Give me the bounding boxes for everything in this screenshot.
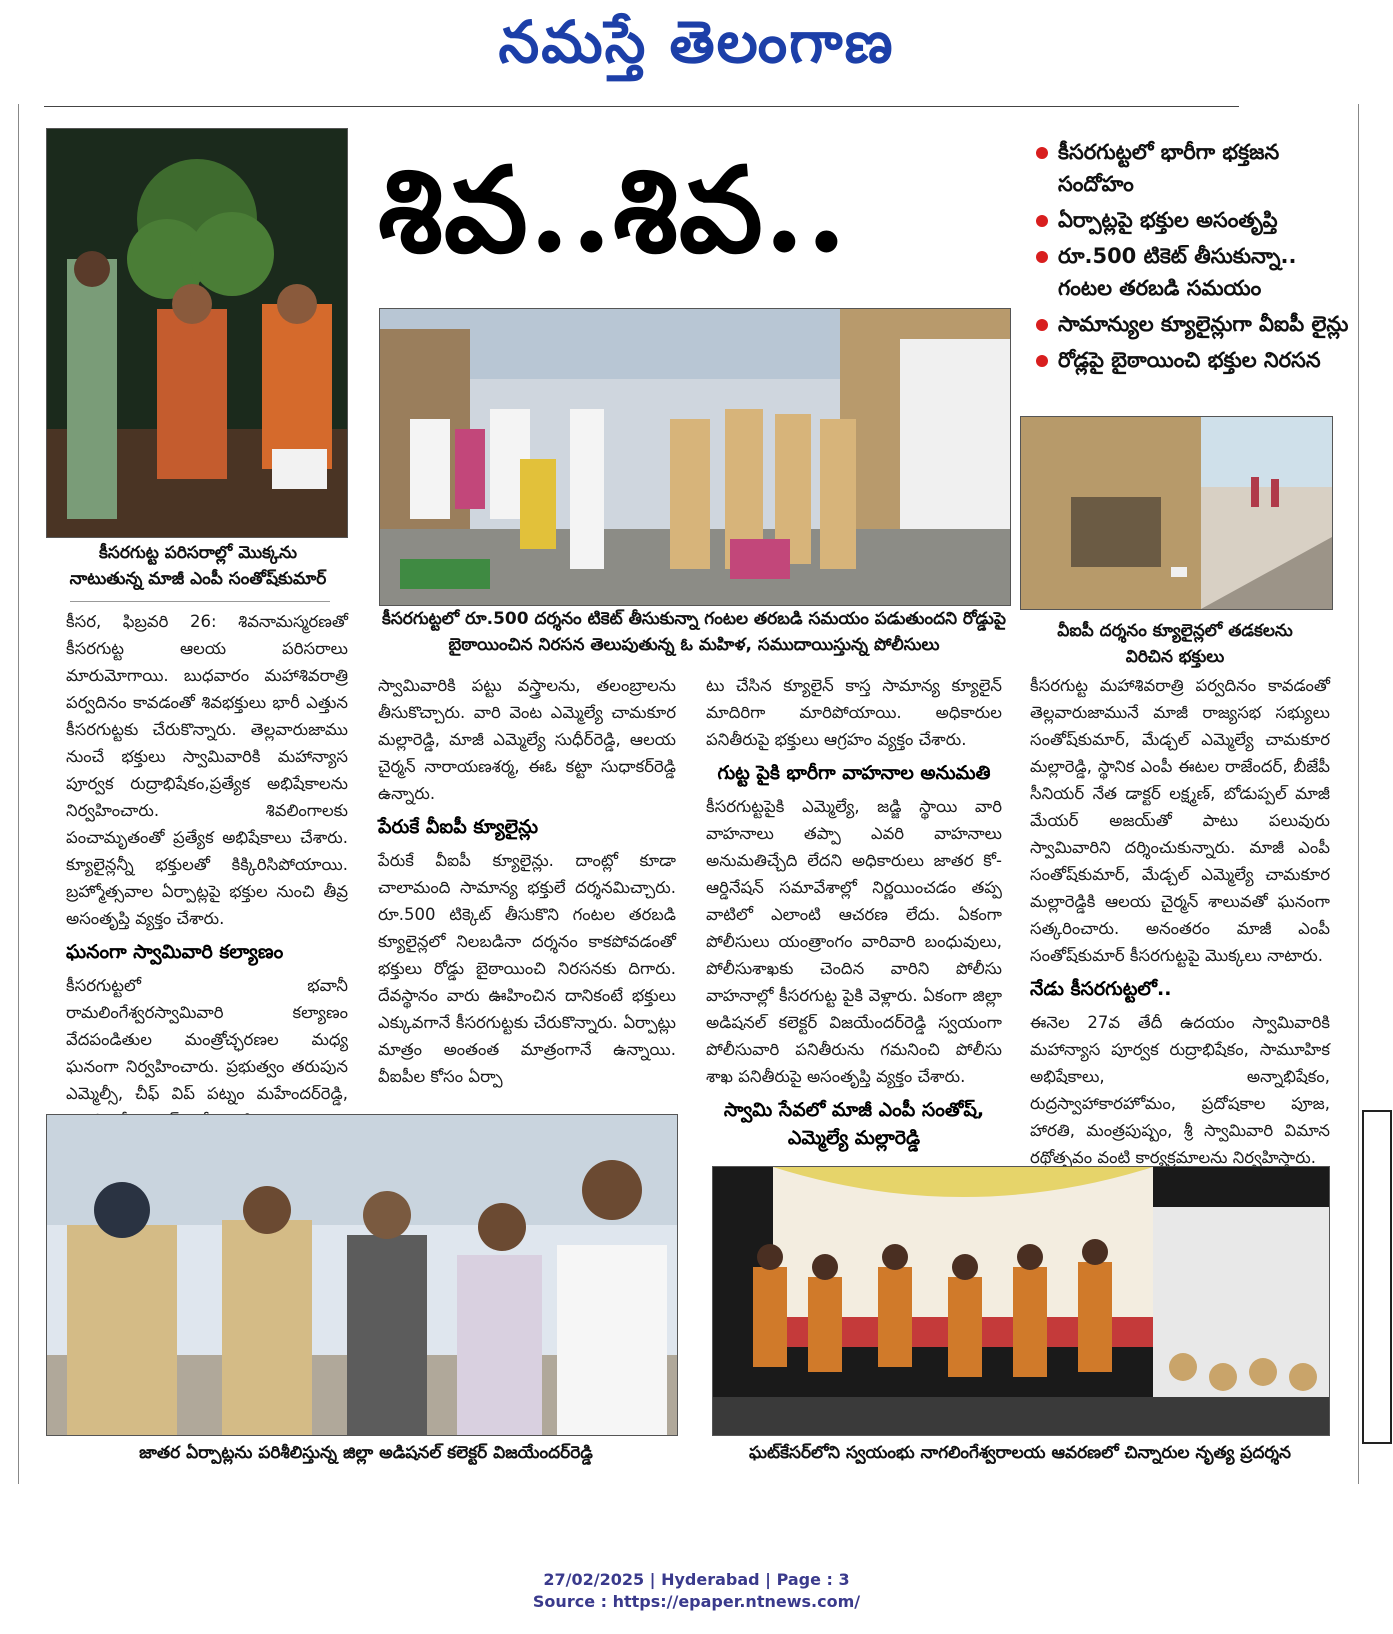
col2-para1: స్వామివారికి పట్టు వస్త్రాలను, తలంబ్రాలను తీసుకొచ్చారు. వారి వెంట ఎమ్మెల్యే చామకూర మల్లారెడ్డి, మాజీ ఎమ్మెల్యే సుధీర్‌రెడ్డి, ఆలయ చైర్మన్ నారాయణశర్మ, ఈఓ కట్టా సుధాకర్‌రెడ్డి ఉన్నారు. [378, 676, 676, 803]
col4-subhead1: నేడు కీసరగుట్టలో.. [1030, 978, 1172, 1000]
bullet-icon [1036, 251, 1048, 263]
highlight-item: ఏర్పాట్లపై భక్తుల అసంతృప్తి [1034, 204, 1354, 236]
right-border [1358, 104, 1359, 1484]
photo-collector-inspection [46, 1114, 678, 1436]
col3-subhead2: స్వామి సేవలో మాజీ ఎంపీ సంతోష్, ఎమ్మెల్యే మల్లారెడ్డి [723, 1099, 985, 1149]
adjacent-ad-box [1362, 1110, 1392, 1444]
top-rule [44, 106, 1239, 107]
col1-para2: కీసరగుట్టలో భవానీ రామలింగేశ్వరస్వామివారి కల్యాణం వేదపండితుల మంత్రోచ్ఛరణల మధ్య ఘనంగా నిర్వహించారు. ప్రభుత్వం తరుపున ఎమ్మెల్సీ, చీఫ్ విప్ పట్నం మహేందర్‌రెడ్డి, [66, 976, 348, 1103]
footer-source-line[interactable]: Source : https://epaper.ntnews.com/ [532, 1592, 861, 1611]
col2-subhead1: పేరుకే వీఐపీ క్యూలైన్లు [378, 816, 539, 838]
bullet-icon [1036, 215, 1048, 227]
photo-planting [46, 128, 348, 538]
photo-vip-queue-caption: వీఐపీ దర్శనం క్యూలైన్లలో తడకలను విరిచిన భక్తులు [1057, 621, 1293, 667]
article-col1 [66, 608, 348, 1134]
footer-date-line: 27/02/2025 | Hyderabad | Page : 3 [543, 1570, 850, 1589]
photo-protest-caption: కీసరగుట్టలో రూ.500 దర్శనం టికెట్ తీసుకున్నా గంటల తరబడి సమయం పడుతుందని రోడ్డుపై బైఠాయించిన నిరసన తెలుపుతున్న ఓ మహిళ, సముదాయిస్తున్న పోలీసులు [381, 609, 1007, 655]
highlight-item: కీసరగుట్టలో భారీగా భక్తజన సందోహం [1034, 136, 1354, 200]
bullet-icon [1036, 147, 1048, 159]
article-col2 [378, 672, 676, 1090]
col1-subhead1: ఘనంగా స్వామివారి కల్యాణం [66, 941, 284, 963]
col1-para1: కీసర, ఫిబ్రవరి 26: శివనామస్మరణతో కీసరగుట్ట ఆలయ పరిసరాలు మారుమోగాయి. బుధవారం మహాశివరాత్రి పర్వదినం కావడంతో శివభక్తులు భారీ ఎత్తున కీసరగుట్టకు చేరుకొన్నారు. తెల్లవారుజాము నుంచే భక్తులు స్వామివారికి మహాన్యాస పూర్వక రుద్రాభిషేకం,ప్రత్యేక అభిషేకాలను నిర్వహించారు. శివలింగాలకు పంచామృతంతో ప్రత్యేక అభిషేకాలు చేశారు. క్యూలైన్లన్నీ భక్తులతో కిక్కిరిసిపోయాయి. బ్రహ్మోత్సవాల ఏర్పాట్లపై భక్తుల నుంచి తీవ్ర అసంతృప్తి వ్యక్తం చేశారు. [66, 612, 348, 928]
col4-para1: కీసరగుట్ట మహాశివరాత్రి పర్వదినం కావడంతో తెల్లవారుజామునే మాజీ రాజ్యసభ సభ్యులు సంతోష్‌కుమార్, మేడ్చల్ ఎమ్మెల్యే చామకూర మల్లారెడ్డి, స్థానిక ఎంపీ ఈటల రాజేందర్, బీజేపీ సీనియర్ నేత డాక్టర్ లక్ష్మణ్, బోడుప్పల్ మాజీ మేయర్ అజయ్‌తో పాటు పలువురు స్వామివారిని దర్శించుకున్నారు. మాజీ ఎంపీ సంతోష్‌కుమార్, మేడ్చల్ ఎమ్మెల్యే చామకూర మల్లారెడ్డికి ఆలయ చైర్మన్ శాలువతో ఘనంగా సత్కరించారు. అనంతరం మాజీ ఎంపీ సంతోష్‌కుమార్ కీసరగుట్టపై మొక్కలు నాటారు. [1030, 676, 1330, 965]
highlights-list [1034, 136, 1354, 380]
col2-para2: పేరుకే వీఐపీ క్యూలైన్లు. దాంట్లో కూడా చాలామంది సామాన్య భక్తులే దర్శనమిచ్చారు. రూ.500 టిక్కెట్ తీసుకొని గంటల తరబడి క్యూలైన్లలో నిలబడినా దర్శనం కాకపోవడంతో భక్తులు రోడ్డు బైఠాయించి నిరసనకు దిగారు. దేవస్థానం వారు ఊహించిన దానికంటే భక్తులు ఎక్కువగానే కీసరగుట్టకు చేరుకొన్నారు. ఏర్పాట్లు మాత్రం అంతంత మాత్రంగానే ఉన్నాయి. వీఐపీల కోసం ఏర్పా [378, 851, 676, 1086]
photo-vip-queue [1020, 416, 1333, 610]
photo-planting-caption: కీసరగుట్ట పరిసరాల్లో మొక్కను నాటుతున్న మాజీ ఎంపీ సంతోష్‌కుమార్ [69, 543, 327, 589]
col4-para2: ఈనెల 27వ తేదీ ఉదయం స్వామివారికి మహాన్యాస పూర్వక రుద్రాభిషేకం, సామూహిక అభిషేకాలు, అన్నాభిషేకం, రుద్రస్వాహాకారహోమం, ప్రదోషకాల పూజ, హారతి, మంత్రపుష్పం, శ్రీ స్వామివారి విమాన రథోత్సవం వంటి కార్యక్రమాలను నిర్వహిస్తారు. [1030, 1013, 1330, 1167]
article-col3 [706, 672, 1002, 1158]
highlight-item: రోడ్లపై బైఠాయించి భక్తుల నిరసన [1034, 344, 1354, 376]
highlight-item: సామాన్యుల క్యూలైన్లుగా వీఐపీ లైన్లు [1034, 308, 1354, 340]
photo-protest [379, 308, 1011, 606]
bullet-icon [1036, 355, 1048, 367]
photo-collector-caption: జాతర ఏర్పాట్లను పరిశీలిస్తున్న జిల్లా అడిషనల్ కలెక్టర్ విజయేందర్‌రెడ్డి [139, 1443, 593, 1463]
photo-dance-performance [712, 1166, 1330, 1436]
highlight-item: రూ.500 టికెట్ తీసుకున్నా.. గంటల తరబడి సమయం [1034, 240, 1354, 304]
col3-subhead1: గుట్ట పైకి భారీగా వాహనాల అనుమతి [717, 762, 991, 784]
col3-para1: టు చేసిన క్యూలైన్ కాస్త సామాన్య క్యూలైన్ మాదిరిగా మారిపోయాయి. అధికారుల పనితీరుపై భక్తులు ఆగ్రహం వ్యక్తం చేశారు. [706, 676, 1002, 749]
bullet-icon [1036, 319, 1048, 331]
masthead: నమస్తే తెలంగాణ [498, 8, 895, 76]
col3-para2: కీసరగుట్టపైకి ఎమ్మెల్యే, జడ్జి స్థాయి వారి వాహనాలు తప్పా ఎవరి వాహనాలు అనుమతిచ్చేది లేదని అధికారులు జాతర కో-ఆర్డినేషన్ సమావేశాల్లో నిర్ణయించడం తప్ప వాటిలో ఎలాంటి ఆచరణ లేదు. ఏకంగా పోలీసులు యంత్రాంగం వారివారి బంధువులు, పోలీసుశాఖకు చెందిన వారిని పోలీసు వాహనాల్లో కీసరగుట్ట పైకి వెళ్లారు. ఏకంగా జిల్లా అడిషనల్ కలెక్టర్ విజయేందర్‌రెడ్డి స్వయంగా పోలీసువారి పనితీరును గమనించి పోలీసు శాఖ పనితీరుపై అసంతృప్తి వ్యక్తం చేశారు. [706, 797, 1002, 1086]
headline: శివ..శివ.. [378, 140, 848, 279]
photo-dance-caption: ఘట్‌కేసర్‌లోని స్వయంభు నాగలింగేశ్వరాలయ ఆవరణలో చిన్నారుల నృత్య ప్రదర్శన [749, 1443, 1291, 1463]
col1-rule [70, 601, 330, 602]
left-border [18, 104, 19, 1484]
article-col4 [1030, 672, 1330, 1171]
